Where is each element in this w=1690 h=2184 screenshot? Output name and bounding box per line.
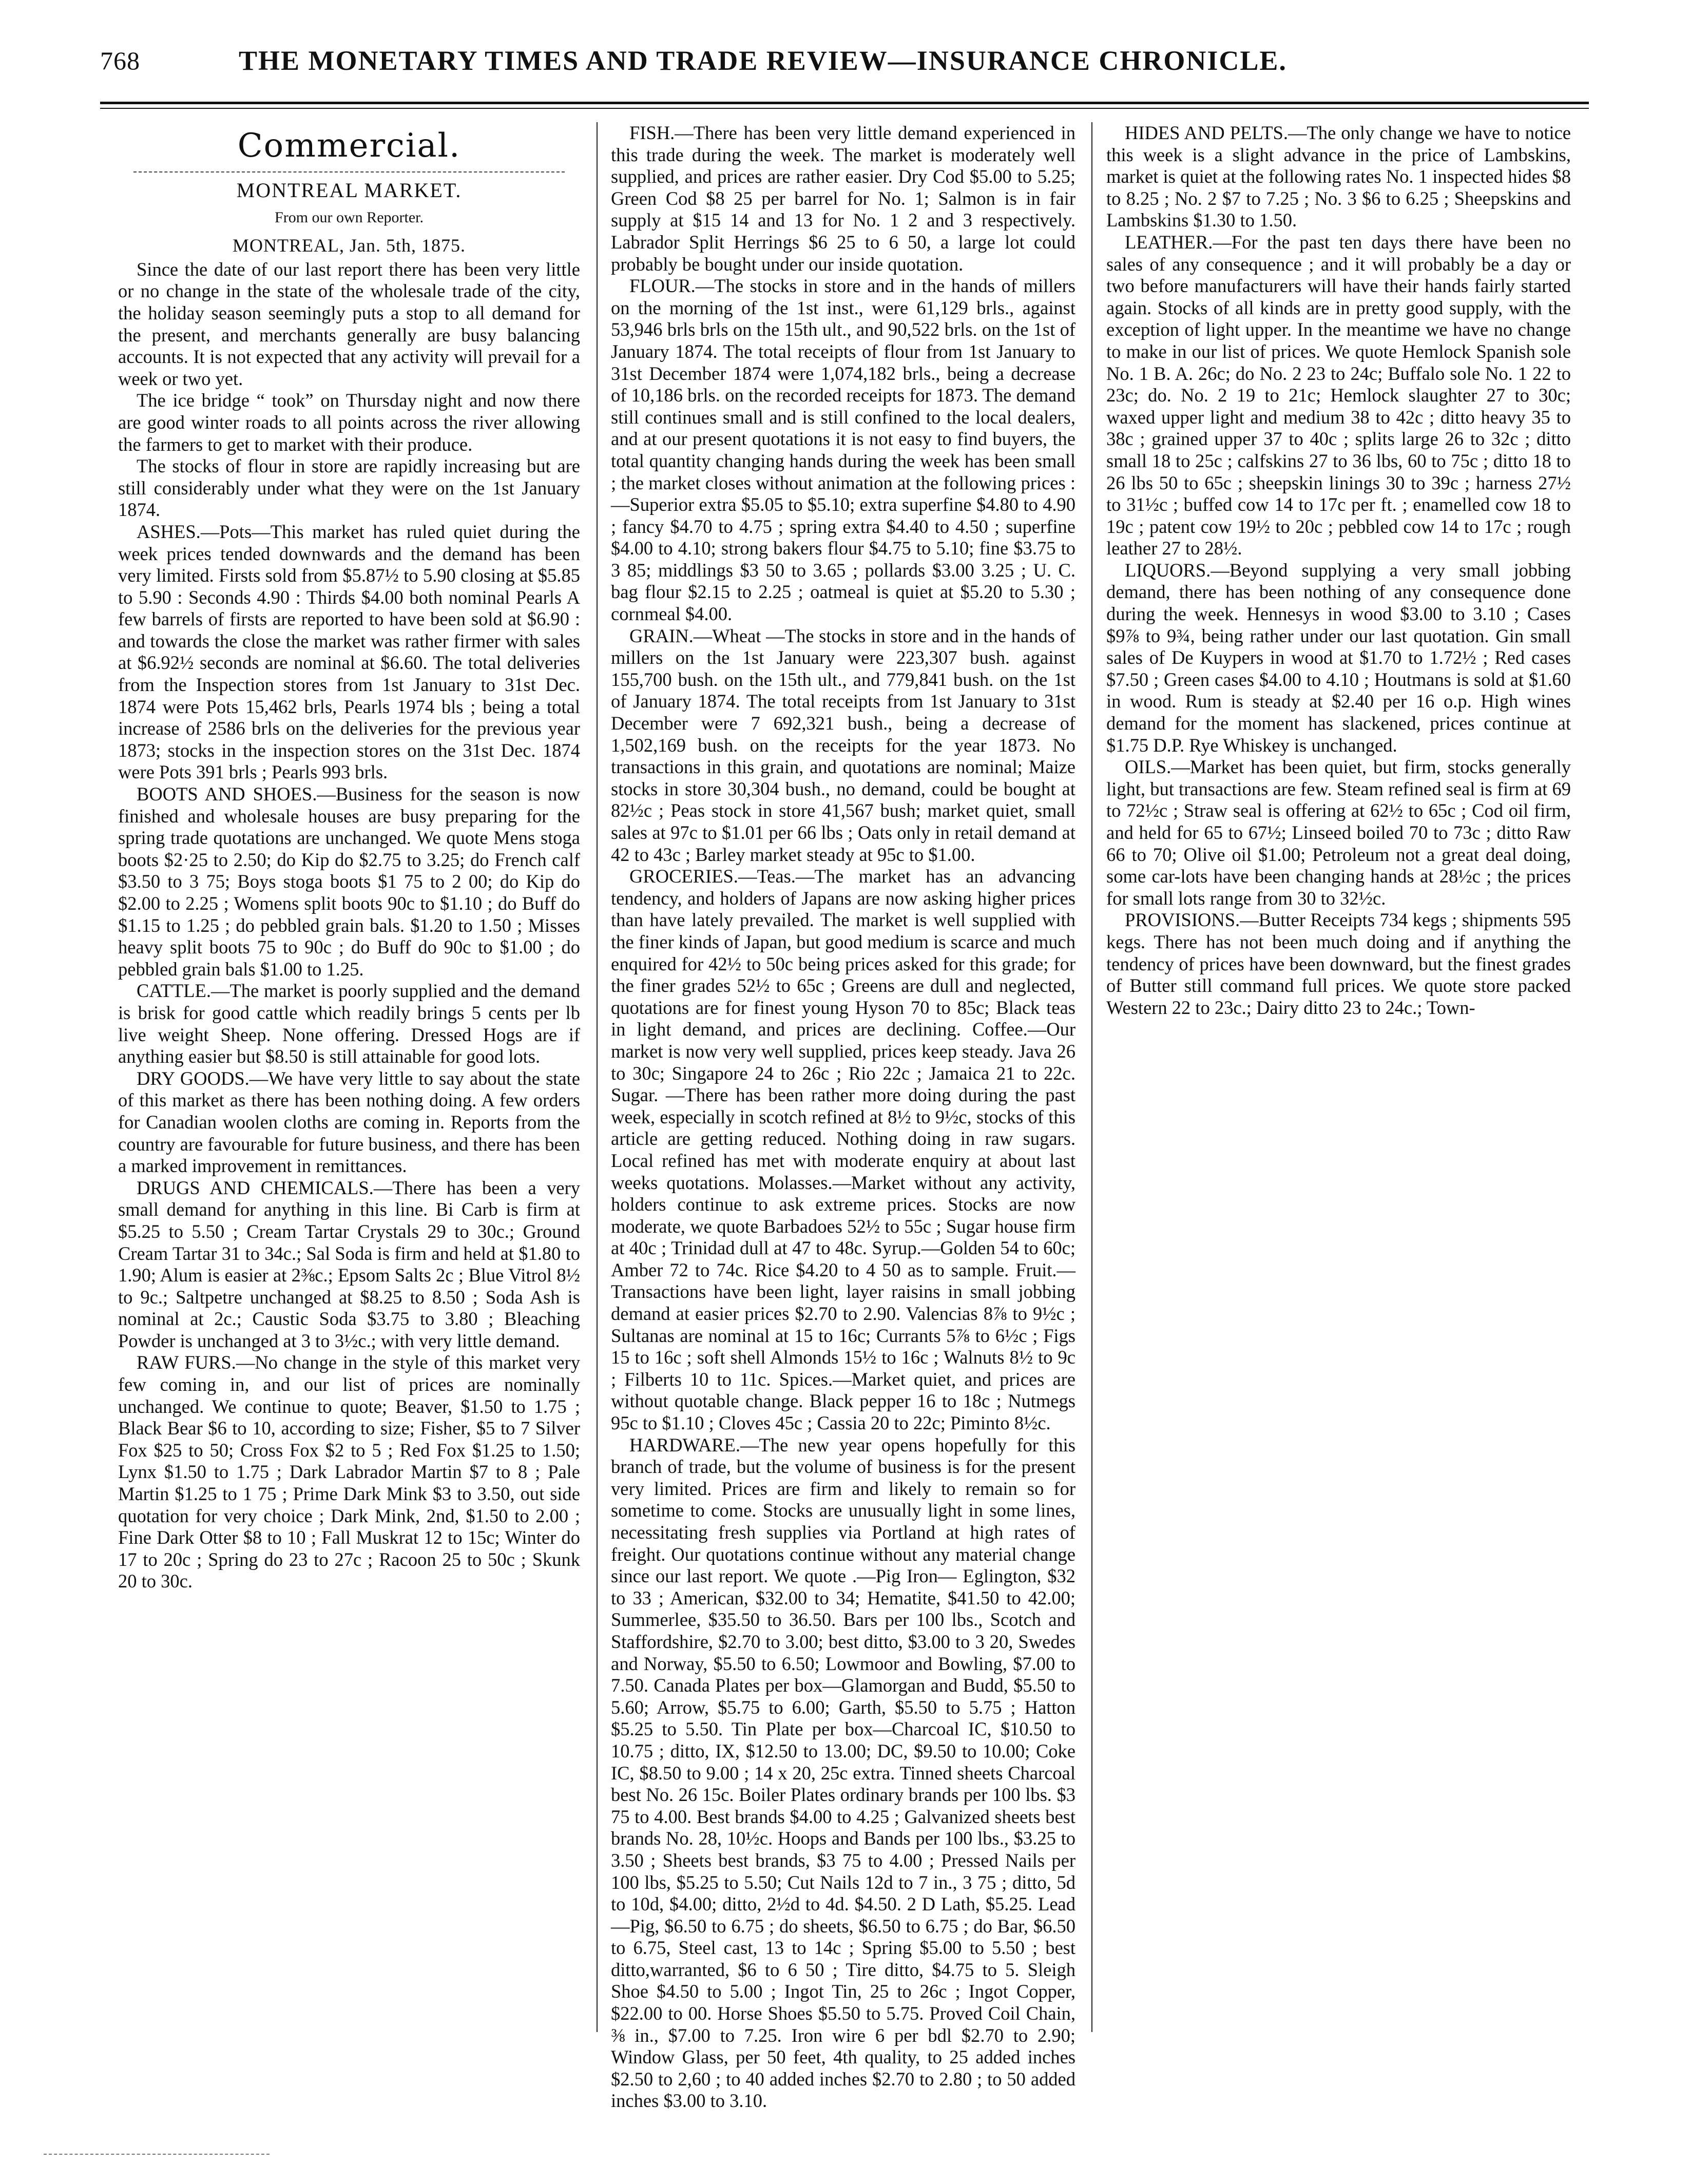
paragraph-liquors bbox=[1106, 560, 1571, 756]
topic-heading: OILS. bbox=[1125, 756, 1172, 778]
topic-heading: GRAIN. bbox=[629, 625, 694, 646]
page-header bbox=[100, 40, 1589, 81]
running-head: THE MONETARY TIMES AND TRADE REVIEW—INSURANCE CHRONICLE. bbox=[239, 45, 1287, 76]
topic-heading: GROCERIES. bbox=[629, 866, 738, 887]
topic-heading: FLOUR. bbox=[629, 275, 696, 297]
paragraph: The ice bridge “ took” on Thursday night and now there are good winter roads to all points across the river allowing the farmers to get to market with their produce. bbox=[118, 390, 580, 455]
topic-body: —Butter Receipts 734 kegs ; shipments 595 kegs. There has not been much doing and if anything the tendency of prices have been downward, but the finest grades of Butter still command full prices. We quote store packed Western 22 to 23c.; Dairy ditto 23 to 24c.; Town- bbox=[1106, 909, 1571, 1018]
topic-body: —No change in the style of this market very few coming in, and our list of prices are nominally unchanged. We continue to quote; Beaver, $1.50 to 1.75 ; Black Bear $6 to 10, according to size; Fisher, $5 to 7 Silver Fox $25 to 50; Cross Fox $2 to 5 ; Red Fox $1.25 to 1.50; Lynx $1.50 to 1.75 ; Dark Labrador Martin $7 to 8 ; Pale Martin $1.25 to 1 75 ; Prime Dark Mink $3 to 3.50, out side quotation for very choice ; Dark Mink, 2nd, $1.50 to 2.00 ; Fine Dark Otter $8 to 10 ; Fall Muskrat 12 to 15c; Winter do 17 to 20c ; Spring do 23 to 27c ; Racoon 25 to 50c ; Skunk 20 to 30c. bbox=[118, 1352, 580, 1592]
topic-body: —The stocks in store and in the hands of millers on the morning of the 1st inst., were 61,129 brls., against 53,946 brls brls on the 15th ult., and 90,522 brls. on the 1st of January 1874. The total receipts of flour from 1st January to 31st December 1874 were 1,074,182 brls., being a decrease of 10,186 brls. on the recorded receipts for 1873. The demand still continues small and is still confined to the local dealers, and at our present quotations it is not easy to find buyers, the total quantity changing hands during the week has been small ; the market closes without animation at the following prices :—Superior extra $5.05 to $5.10; extra superfine $4.80 to 4.90 ; fancy $4.70 to 4.75 ; spring extra $4.40 to 4.50 ; superfine $4.00 to 4.10; strong bakers flour $4.75 to 5.10; fine $3.75 to 3 85; middlings $3 50 to 3.65 ; pollards $3.00 3.25 ; U. C. bag flour $2.15 to 2.25 ; oatmeal is quiet at $5.20 to 5.30 ; cornmeal $4.00. bbox=[611, 275, 1076, 625]
topic-body: —The new year opens hopefully for this branch of trade, but the volume of business is for the present very limited. Prices are firm and likely to remain so for sometime to come. Stocks are unusually light in some lines, necessitating fresh supplies via Portland at high rates of freight. Our quotations continue without any material change since our last report. We quote .—Pig Iron— Eglington, $32 to 33 ; American, $32.00 to 34; Hematite, $41.50 to 42.00; Summerlee, $35.50 to 36.50. Bars per 100 lbs., Scotch and Staffordshire, $2.70 to 3.00; best ditto, $3.00 to 3 20, Swedes and Norway, $5.50 to 6.50; Lowmoor and Bowling, $7.00 to 7.50. Canada Plates per box—Glamorgan and Budd, $5.50 to 5.60; Arrow, $5.75 to 6.00; Garth, $5.50 to 5.75 ; Hatton $5.25 to 5.50. Tin Plate per box—Charcoal IC, $10.50 to 10.75 ; ditto, IX, $12.50 to 13.00; DC, $9.50 to 10.00; Coke IC, $8.50 to 9.00 ; 14 x 20, 25c extra. Tinned sheets Charcoal best No. 26 15c. Boiler Plates ordinary brands per 100 lbs. $3 75 to 4.00. Best brands $4.00 to 4.25 ; Galvanized sheets best brands No. 28, 10½c. Hoops and Bands per 100 lbs., $3.25 to 3.50 ; Sheets best brands, $3 75 to 4.00 ; Pressed Nails per 100 lbs, $5.25 to 5.50; Cut Nails 12d to 7 in., 3 75 ; ditto, 5d to 10d, $4.00; ditto, 2½d to 4d. $4.50. 2 D Lath, $5.25. Lead—Pig, $6.50 to 6.75 ; do sheets, $6.50 to 6.75 ; do Bar, $6.50 to 6.75, Steel cast, 13 to 14c ; Spring $5.00 to 5.50 ; best ditto,warranted, $6 to 6 50 ; Tire ditto, $4.75 to 5. Sleigh Shoe $4.50 to 5.00 ; Ingot Tin, 25 to 26c ; Ingot Copper, $22.00 to 00. Horse Shoes $5.50 to 5.75. Proved Coil Chain, ⅜ in., $7.00 to 7.25. Iron wire 6 per bdl $2.70 to 2.90; Window Glass, per 50 feet, 4th quality, to 25 added inches $2.50 to 2,60 ; to 40 added inches $2.70 to 2.80 ; to 50 added inches $3.00 to 3.10. bbox=[611, 1434, 1076, 2112]
topic-body: —Teas.—The market has an advancing tendency, and holders of Japans are now asking higher prices than have lately prevailed. The market is well supplied with the finer kinds of Japan, but good medium is scarce and much enquired for 42½ to 50c being prices asked for this grade; for the finer grades 52½ to 65c ; Greens are dull and neglected, quotations are for finest young Hyson 70 to 85c; Black teas in light demand, and prices are declining. Coffee.—Our market is now very well supplied, prices keep steady. Java 26 to 30c; Singapore 24 to 26c ; Rio 22c ; Jamaica 21 to 22c. Sugar. —There has been rather more doing during the past week, especially in scotch refined at 8½ to 9½c, stocks of this article are getting reduced. Nothing doing in raw sugars. Local refined has met with moderate enquiry at about last weeks quotations. Molasses.—Market without any activity, holders continue to ask extreme prices. Stocks are now moderate, we quote Barbadoes 52½ to 55c ; Sugar house firm at 40c ; Trinidad dull at 47 to 48c. Syrup.—Golden 54 to 60c; Amber 72 to 74c. Rice $4.20 to 4 50 as to sample. Fruit.—Transactions have been light, layer raisins in small jobbing demand at easier prices $2.70 to 2.90. Valencias 8⅞ to 9½c ; Sultanas are nominal at 15 to 16c; Currants 5⅞ to 6½c ; Figs 15 to 16c ; soft shell Almonds 15½ to 16c ; Walnuts 8½ to 9c ; Filberts 10 to 11c. Spices.—Market quiet, and prices are without quotable change. Black pepper 16 to 18c ; Nutmegs 95c to $1.10 ; Cloves 45c ; Cassia 20 to 22c; Piminto 8½c. bbox=[611, 866, 1076, 1434]
column-divider bbox=[1091, 122, 1092, 2032]
market-title: MONTREAL MARKET. bbox=[236, 179, 462, 202]
topic-heading: HARDWARE. bbox=[629, 1434, 740, 1455]
header-rule-thin bbox=[100, 108, 1589, 109]
topic-heading: LEATHER. bbox=[1125, 231, 1213, 253]
topic-body: —We have very little to say about the state of this market as there has been nothing doing. A few orders for Canadian woolen cloths are coming in. Reports from the country are favourable for future business, and there has been a marked improvement in remittances. bbox=[118, 1067, 580, 1177]
paragraph-hardware bbox=[611, 1434, 1076, 2112]
paragraph-ashes bbox=[118, 521, 580, 783]
topic-body: —There has been very little demand experienced in this trade during the week. The market is moderately well supplied, and prices are rather easier. Dry Cod $5.00 to 5.25; Green Cod $8 25 per barrel for No. 1; Salmon is in fair supply at $15 14 and 13 for No. 1 2 and 3 respectively. Labrador Split Herrings $6 25 to 6 50, a large lot could probably be bought under our inside quotation. bbox=[611, 122, 1076, 275]
dateline: MONTREAL, Jan. 5th, 1875. bbox=[233, 235, 466, 256]
topic-body: —The market is poorly supplied and the demand is brisk for good cattle which readily brings 5 cents per lb live weight Sheep. None offering. Dressed Hogs are if anything easier but $8.50 is still attainable for good lots. bbox=[118, 980, 580, 1067]
paragraph-raw-furs bbox=[118, 1352, 580, 1593]
topic-heading: FISH. bbox=[629, 122, 675, 143]
reporter-line: From our own Reporter. bbox=[275, 208, 424, 226]
paragraph-boots bbox=[118, 783, 580, 980]
topic-body: —For the past ten days there have been no sales of any consequence ; and it will probably be a day or two before manufacturers will have their hands fairly started again. Stocks of all kinds are in pretty good supply, with the exception of light upper. In the meantime we have no change to make in our list of prices. We quote Hemlock Spanish sole No. 1 B. A. 26c; do No. 2 23 to 24c; Buffalo sole No. 1 22 to 23c; do. No. 2 19 to 21c; Hemlock slaughter 27 to 30c; waxed upper light and medium 38 to 42c ; ditto heavy 35 to 38c ; grained upper 37 to 40c ; splits large 26 to 32c ; ditto small 18 to 25c ; calfskins 27 to 36 lbs, 60 to 75c ; ditto 18 to 26 lbs 50 to 65c ; sheepskin linings 30 to 39c ; harness 27½ to 31½c ; buffed cow 14 to 17c per ft. ; enamelled cow 18 to 19c ; patent cow 19½ to 20c ; pebbled cow 14 to 17c ; rough leather 27 to 28½. bbox=[1106, 231, 1571, 559]
topic-heading: RAW FURS. bbox=[137, 1352, 236, 1373]
paragraph-hides bbox=[1106, 122, 1571, 232]
topic-heading: PROVISIONS. bbox=[1125, 909, 1240, 931]
paragraph-flour bbox=[611, 275, 1076, 625]
topic-heading: DRUGS AND CHEMICALS. bbox=[137, 1177, 374, 1198]
paragraph-oils bbox=[1106, 756, 1571, 909]
topic-body: —Beyond supplying a very small jobbing demand, there has been nothing of any consequence done during the week. Hennesys in wood $3.00 to 3.10 ; Cases $9⅞ to 9¾, being rather under our last quotation. Gin small sales of De Kuypers in wood at $1.70 to 1.72½ ; Red cases $7.50 ; Green cases $4.00 to 4.10 ; Houtmans is sold at $1.60 in wood. Rum is steady at $2.40 per 16 o.p. High wines demand for the moment has slackened, prices continue at $1.75 D.P. Rye Whiskey is unchanged. bbox=[1106, 559, 1571, 756]
column-divider bbox=[597, 122, 598, 2032]
topic-body: —Pots—This market has ruled quiet during the week prices tended downwards and the demand has been very limited. Firsts sold from $5.87½ to 5.90 closing at $5.85 to 5.90 : Seconds 4.90 : Thirds $4.00 both nominal Pearls A few barrels of firsts are reported to have been sold at $6.90 : and towards the close the market was rather firmer with sales at $6.92½ seconds are nominal at $6.60. The total deliveries from the Inspection stores from 1st January to 31st Dec. 1874 were Pots 15,462 brls, Pearls 1974 bls ; being a total increase of 2586 brls on the deliveries for the previous year 1873; stocks in the inspection stores on the 31st Dec. 1874 were Pots 391 brls ; Pearls 993 brls. bbox=[118, 521, 580, 783]
paragraph-provisions bbox=[1106, 909, 1571, 1019]
paragraph-leather bbox=[1106, 232, 1571, 560]
column-2 bbox=[611, 122, 1076, 2112]
topic-heading: LIQUORS. bbox=[1125, 559, 1211, 581]
paragraph-grain bbox=[611, 625, 1076, 866]
topic-heading: BOOTS AND SHOES. bbox=[137, 783, 317, 805]
paragraph-fish bbox=[611, 122, 1076, 275]
footer-rule bbox=[44, 2154, 270, 2155]
topic-heading: ASHES. bbox=[137, 521, 201, 542]
paragraph: The stocks of flour in store are rapidly increasing but are still considerably under what they were on the 1st January 1874. bbox=[118, 455, 580, 521]
topic-heading: DRY GOODS. bbox=[137, 1067, 249, 1089]
topic-body: —There has been a very small demand for anything in this line. Bi Carb is firm at $5.25 to 5.50 ; Cream Tartar Crystals 29 to 30c.; Ground Cream Tartar 31 to 34c.; Sal Soda is firm and held at $1.80 to 1.90; Alum is easier at 2⅜c.; Epsom Salts 2c ; Blue Vitrol 8½ to 9c.; Saltpetre unchanged at $8.25 to 8.50 ; Soda Ash is nominal at 2c.; Caustic Soda $3.75 to 3.80 ; Bleaching Powder is unchanged at 3 to 3½c.; with very little demand. bbox=[118, 1177, 580, 1351]
topic-body: —Business for the season is now finished and wholesale houses are busy preparing for the spring trade quotations are unchanged. We quote Mens stoga boots $2·25 to 2.50; do Kip do $2.75 to 3.25; do French calf $3.50 to 3 75; Boys stoga boots $1 75 to 2 00; do Kip do $2.00 to 2.25 ; Womens split boots 90c to $1.10 ; do Buff do $1.15 to 1.25 ; do pebbled grain bals. $1.20 to 1.50 ; Misses heavy split boots 75 to 90c ; do Buff do 90c to $1.00 ; do pebbled grain bals $1.00 to 1.25. bbox=[118, 783, 580, 980]
column-1 bbox=[118, 122, 580, 2037]
paragraph-dry-goods bbox=[118, 1068, 580, 1177]
topic-heading: HIDES AND PELTS. bbox=[1125, 122, 1288, 143]
header-rule bbox=[100, 102, 1589, 104]
section-title: Commercial. bbox=[237, 127, 461, 165]
topic-body: —Market has been quiet, but firm, stocks generally light, but transactions are few. Steam refined seal is firm at 69 to 72½c ; Straw seal is offering at 62½ to 65c ; Cod oil firm, and held for 65 to 67½; Linseed boiled 70 to 73c ; ditto Raw 66 to 70; Olive oil $1.00; Petroleum not a great deal doing, some car-lots have been changing hands at 28½c ; the prices for small lots range from 30 to 32½c. bbox=[1106, 756, 1571, 909]
paragraph-drugs bbox=[118, 1177, 580, 1352]
paragraph-groceries bbox=[611, 866, 1076, 1434]
title-ornament bbox=[133, 167, 565, 173]
page-number: 768 bbox=[100, 46, 140, 75]
topic-body: —The only change we have to notice this week is a slight advance in the price of Lambskins, market is quiet at the following rates No. 1 inspected hides $8 to 8.25 ; No. 2 $7 to 7.25 ; No. 3 $6 to 6.25 ; Sheepskins and Lambskins $1.30 to 1.50. bbox=[1106, 122, 1571, 231]
topic-heading: CATTLE. bbox=[137, 980, 211, 1002]
paragraph: Since the date of our last report there has been very little or no change in the state of the wholesale trade of the city, the holiday season seemingly puts a stop to all demand for the present, and merchants generally are busy balancing accounts. It is not expected that any activity will prevail for a week or two yet. bbox=[118, 258, 580, 389]
paragraph-cattle bbox=[118, 980, 580, 1067]
topic-body: —Wheat —The stocks in store and in the hands of millers on the 1st January were 223,307 bush. against 155,700 bush. on the 15th ult., and 779,841 bush. on the 1st of January 1874. The total receipts from 1st January to 31st December were 7 692,321 bush., being a decrease of 1,502,169 bush. on the receipts for the year 1873. No transactions in this grain, and quotations are nominal; Maize stocks in store 30,304 bush., no demand, could be bought at 82½c ; Peas stock in store 41,567 bush; market quiet, small sales at 97c to $1.01 per 66 lbs ; Oats only in retail demand at 42 to 43c ; Barley market steady at 95c to $1.00. bbox=[611, 625, 1076, 865]
column-3 bbox=[1106, 122, 1571, 2037]
